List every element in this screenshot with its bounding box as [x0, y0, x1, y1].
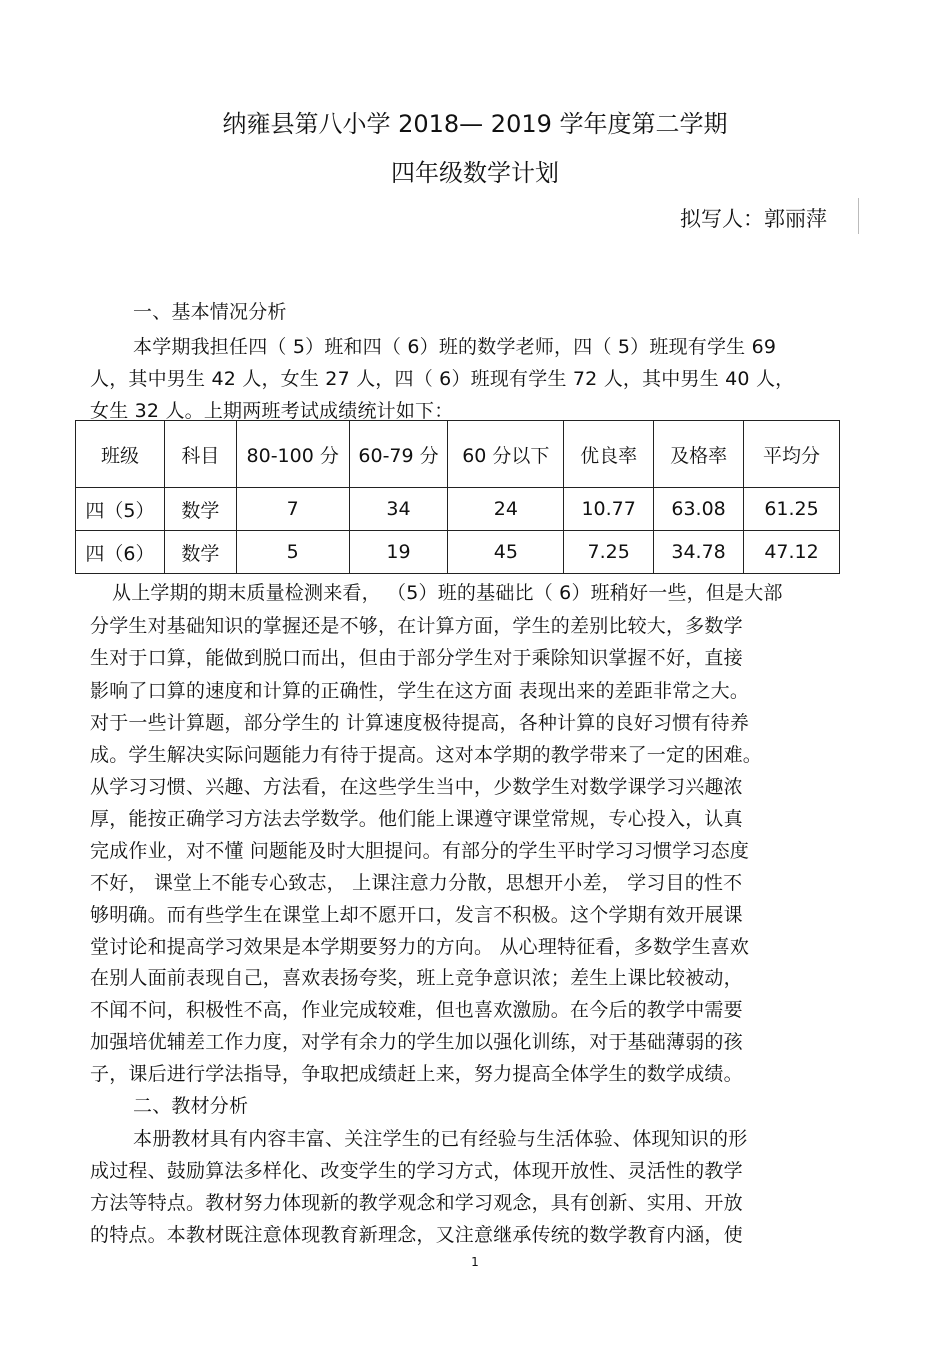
paragraph-line: 成过程、鼓励算法多样化、改变学生的学习方式，体现开放性、灵活性的教学 — [90, 1160, 743, 1182]
paragraph-line: 在别人面前表现自己，喜欢表扬夸奖，班上竞争意识浓；差生上课比较被动， — [90, 967, 743, 989]
table-cell: 34.78 — [654, 531, 744, 574]
table-cell: 63.08 — [654, 488, 744, 531]
table-header-cell: 60 分以下 — [448, 421, 564, 488]
paragraph-line: 成。学生解决实际问题能力有待于提高。这对本学期的教学带来了一定的困难。 — [90, 744, 763, 766]
paragraph-line: 堂讨论和提高学习效果是本学期要努力的方向。 从心理特征看，多数学生喜欢 — [90, 936, 750, 958]
table-header-cell: 及格率 — [654, 421, 744, 488]
paragraph-line: 从上学期的期末质量检测来看， （5）班的基础比（ 6）班稍好一些，但是大部 — [112, 582, 783, 604]
table-cell: 7 — [236, 488, 349, 531]
table-header-cell: 60-79 分 — [349, 421, 448, 488]
table-cell: 61.25 — [744, 488, 840, 531]
paragraph-line: 女生 32 人。上期两班考试成绩统计如下： — [90, 400, 454, 422]
section-heading-basic: 一、基本情况分析 — [133, 301, 287, 323]
paragraph-line: 人，其中男生 42 人，女生 27 人，四（ 6）班现有学生 72 人，其中男生 40 人， — [90, 368, 795, 390]
section-heading-textbook: 二、教材分析 — [133, 1095, 249, 1117]
table-header-row — [76, 421, 840, 488]
table-header-cell: 科目 — [164, 421, 236, 488]
score-table — [75, 420, 840, 574]
paragraph-line: 对于一些计算题，部分学生的 计算速度极待提高，各种计算的良好习惯有待养 — [90, 712, 750, 734]
table-cell: 数学 — [164, 488, 236, 531]
paragraph-line: 从学习习惯、兴趣、方法看，在这些学生当中，少数学生对数学课学习兴趣浓 — [90, 776, 743, 798]
table-cell: 10.77 — [564, 488, 654, 531]
paragraph-line: 不闻不问，积极性不高，作业完成较难，但也喜欢激励。在今后的教学中需要 — [90, 999, 743, 1021]
table-header-cell: 优良率 — [564, 421, 654, 488]
table-cell: 45 — [448, 531, 564, 574]
table-cell: 四（6） — [76, 531, 165, 574]
paragraph-line: 方法等特点。教材努力体现新的教学观念和学习观念，具有创新、实用、开放 — [90, 1192, 743, 1214]
table-cell: 7.25 — [564, 531, 654, 574]
author-line: 拟写人：郭丽萍 — [680, 207, 827, 231]
table-cell: 5 — [236, 531, 349, 574]
table-cell: 24 — [448, 488, 564, 531]
paragraph-line: 不好， 课堂上不能专心致志， 上课注意力分散，思想开小差， 学习目的性不 — [90, 872, 743, 894]
table-cell: 34 — [349, 488, 448, 531]
paragraph-line: 本学期我担任四（ 5）班和四（ 6）班的数学老师，四（ 5）班现有学生 69 — [133, 336, 777, 358]
table-cell: 47.12 — [744, 531, 840, 574]
paragraph-line: 完成作业，对不懂 问题能及时大胆提问。有部分的学生平时学习习惯学习态度 — [90, 840, 750, 862]
table-row — [76, 488, 840, 531]
document-title: 纳雍县第八小学 2018— 2019 学年度第二学期 — [222, 110, 728, 138]
table-cell: 四（5） — [76, 488, 165, 531]
paragraph-line: 厚，能按正确学习方法去学数学。他们能上课遵守课堂常规，专心投入，认真 — [90, 808, 743, 830]
table-header-cell: 平均分 — [744, 421, 840, 488]
paragraph-line: 生对于口算，能做到脱口而出，但由于部分学生对于乘除知识掌握不好，直接 — [90, 647, 743, 669]
paragraph-line: 本册教材具有内容丰富、关注学生的已有经验与生活体验、体现知识的形 — [133, 1128, 748, 1150]
page-number: 1 — [471, 1255, 479, 1269]
table-cell: 19 — [349, 531, 448, 574]
paragraph-line: 加强培优辅差工作力度，对学有余力的学生加以强化训练，对于基础薄弱的孩 — [90, 1031, 743, 1053]
paragraph-line: 够明确。而有些学生在课堂上却不愿开口，发言不积极。这个学期有效开展课 — [90, 904, 743, 926]
table-header-cell: 80-100 分 — [236, 421, 349, 488]
table-header-cell: 班级 — [76, 421, 165, 488]
paragraph-line: 影响了口算的速度和计算的正确性，学生在这方面 表现出来的差距非常之大。 — [90, 680, 750, 702]
table-row — [76, 531, 840, 574]
paragraph-line: 的特点。本教材既注意体现教育新理念，又注意继承传统的数学教育内涵，使 — [90, 1224, 743, 1246]
paragraph-line: 子，课后进行学法指导，争取把成绩赶上来，努力提高全体学生的数学成绩。 — [90, 1063, 743, 1085]
paragraph-line: 分学生对基础知识的掌握还是不够，在计算方面，学生的差别比较大，多数学 — [90, 615, 743, 637]
document-subtitle: 四年级数学计划 — [391, 159, 559, 187]
table-cell: 数学 — [164, 531, 236, 574]
